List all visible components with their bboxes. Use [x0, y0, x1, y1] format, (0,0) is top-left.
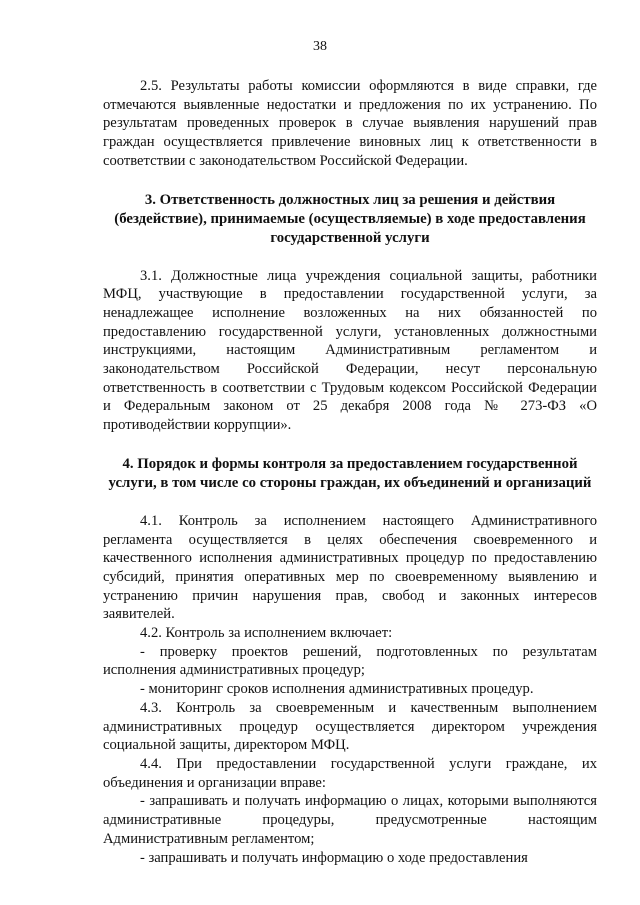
list-item-4-2-b: - мониторинг сроков исполнения административных процедур.	[140, 681, 534, 698]
paragraph-4-4: 4.4. При предоставлении государственной услуги граждане, их объединения и организации вправе:	[103, 755, 597, 791]
paragraph-2-5: 2.5. Результаты работы комиссии оформляются в виде справки, где отмечаются выявленные недостатки и предложения по их устранению. По результатам проведенных проверок в случае выявления нарушений прав граждан осуществляется привлечение виновных лиц к ответственности в соответствии с законодательством Российской Федерации.	[103, 78, 597, 169]
list-item-4-4-b: - запрашивать и получать информацию о ходе предоставления	[140, 849, 528, 866]
page-number: 38	[313, 39, 327, 54]
section-3-heading: 3. Ответственность должностных лиц за решения и действия (бездействие), принимаемые (осуществляемые) в ходе предоставления государственной услуги	[114, 191, 586, 246]
paragraph-4-2: 4.2. Контроль за исполнением включает:	[140, 625, 393, 642]
section-4-heading: 4. Порядок и формы контроля за предоставлением государственной услуги, в том числе со стороны граждан, их объединений и организаций	[108, 455, 592, 491]
list-item-4-4-a: - запрашивать и получать информацию о лицах, которыми выполняются административные процедуры, предусмотренные настоящим Административным регламентом;	[103, 793, 597, 847]
paragraph-3-1: 3.1. Должностные лица учреждения социальной защиты, работники МФЦ, участвующие в предоставлении государственной услуги, за ненадлежащее исполнение возложенных на них обязанностей по предоставлению государственной услуги, установленных должностными инструкциями, настоящим Административным регламентом и законодательством Российской Федерации, несут персональную ответственность в соответствии с Трудовым кодексом Российской Федерации и Федеральным законом от 25 декабря 2008 года № 273-ФЗ «О противодействии коррупции».	[103, 267, 597, 434]
paragraph-4-1: 4.1. Контроль за исполнением настоящего Административного регламента осуществляется в целях обеспечения своевременного и качественного исполнения административных процедур по предоставлению субсидий, принятия оперативных мер по своевременному выявлению и устранению причин нарушения прав, свобод и законных интересов заявителей.	[103, 512, 597, 623]
document-body	[103, 77, 597, 867]
list-item-4-2-a: - проверку проектов решений, подготовленных по результатам исполнения административных процедур;	[103, 643, 597, 679]
paragraph-4-3: 4.3. Контроль за своевременным и качественным выполнением административных процедур осуществляется директором учреждения социальной защиты, директором МФЦ.	[103, 699, 597, 754]
